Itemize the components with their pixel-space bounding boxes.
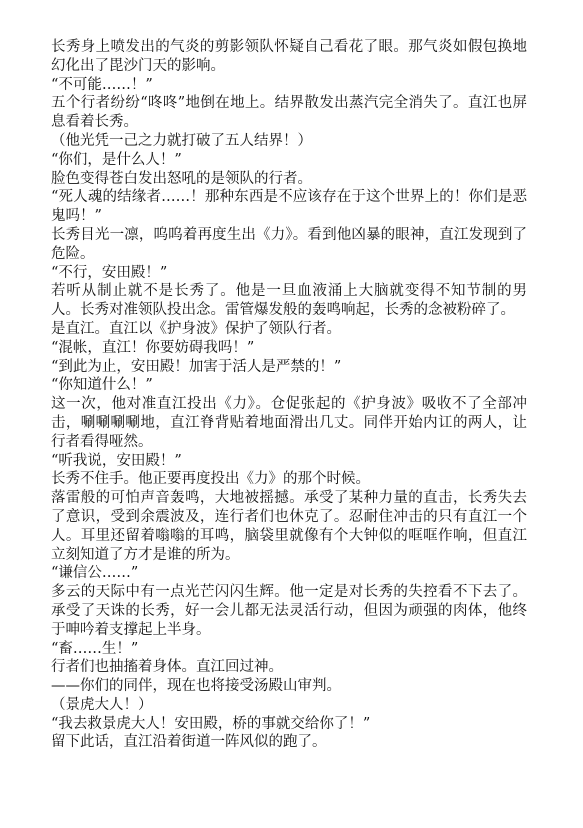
paragraph: “听我说，安田殿！” [51, 452, 182, 469]
paragraph: 留下此话，直江沿着街道一阵风似的跑了。 [51, 734, 327, 751]
paragraph: 行者们也抽搐着身体。直江回过神。 [51, 659, 283, 676]
paragraph: ——你们的同伴，现在也将接受汤殿山审判。 [51, 678, 341, 695]
paragraph: “谦信公……” [51, 565, 139, 582]
paragraph: 多云的天际中有一点光芒闪闪生辉。他一定是对长秀的失控看不下去了。承受了天诛的长秀，好一会儿都无法灵活行动，但因为顽强的肉体，他终于呻吟着支撑起上半身。 [51, 584, 527, 638]
paragraph: “到此为止，安田殿！加害于活人是严禁的！” [51, 358, 342, 375]
paragraph: 是直江。直江以《护身波》保护了领队行者。 [51, 320, 341, 337]
paragraph: 脸色变得苍白发出怒吼的是领队的行者。 [51, 170, 312, 187]
paragraph: 落雷般的可怕声音轰鸣，大地被摇撼。承受了某种力量的直击，长秀失去了意识，受到余震波及，连行者们也休克了。忍耐住冲击的只有直江一个人。耳里还留着嗡嗡的耳鸣，脑袋里就像有个大钟似的哐哐作响，但直江立刻知道了方才是谁的所为。 [51, 490, 527, 563]
paragraph: “不行，安田殿！” [51, 264, 168, 281]
paragraph: “不可能……！” [51, 76, 153, 93]
document-page [51, 38, 527, 752]
paragraph: “你们，是什么人！” [51, 151, 182, 168]
paragraph: “畜……生！” [51, 640, 139, 657]
paragraph: （他光凭一己之力就打破了五人结界！） [51, 132, 312, 149]
paragraph: “你知道什么！” [51, 377, 153, 394]
paragraph: 长秀不住手。他正要再度投出《力》的那个时候。 [51, 471, 370, 488]
paragraph: 五个行者纷纷“咚咚”地倒在地上。结界散发出蒸汽完全消失了。直江也屏息看着长秀。 [51, 95, 527, 131]
paragraph: （景虎大人！） [51, 696, 153, 713]
paragraph: 长秀目光一凛，呜呜着再度生出《力》。看到他凶暴的眼神，直江发现到了危险。 [51, 226, 527, 262]
paragraph: “死人魂的结缘者……！那种东西是不应该存在于这个世界上的！你们是恶鬼吗！” [51, 189, 527, 225]
paragraph: “我去救景虎大人！安田殿，桥的事就交给你了！” [51, 715, 371, 732]
paragraph: 若听从制止就不是长秀了。他是一旦血液涌上大脑就变得不知节制的男人。长秀对准领队投出念。雷管爆发般的轰鸣响起，长秀的念被粉碎了。 [51, 283, 527, 319]
paragraph: 长秀身上喷发出的气炎的剪影领队怀疑自己看花了眼。那气炎如假包换地幻化出了毘沙门天的影响。 [51, 39, 527, 74]
paragraph: 这一次，他对准直江投出《力》。仓促张起的《护身波》吸收不了全部冲击，唰唰唰唰地，直江脊背贴着地面滑出几丈。同伴开始内讧的两人，让行者看得哑然。 [51, 396, 527, 450]
paragraph: “混帐，直江！你要妨碍我吗！” [51, 339, 255, 356]
